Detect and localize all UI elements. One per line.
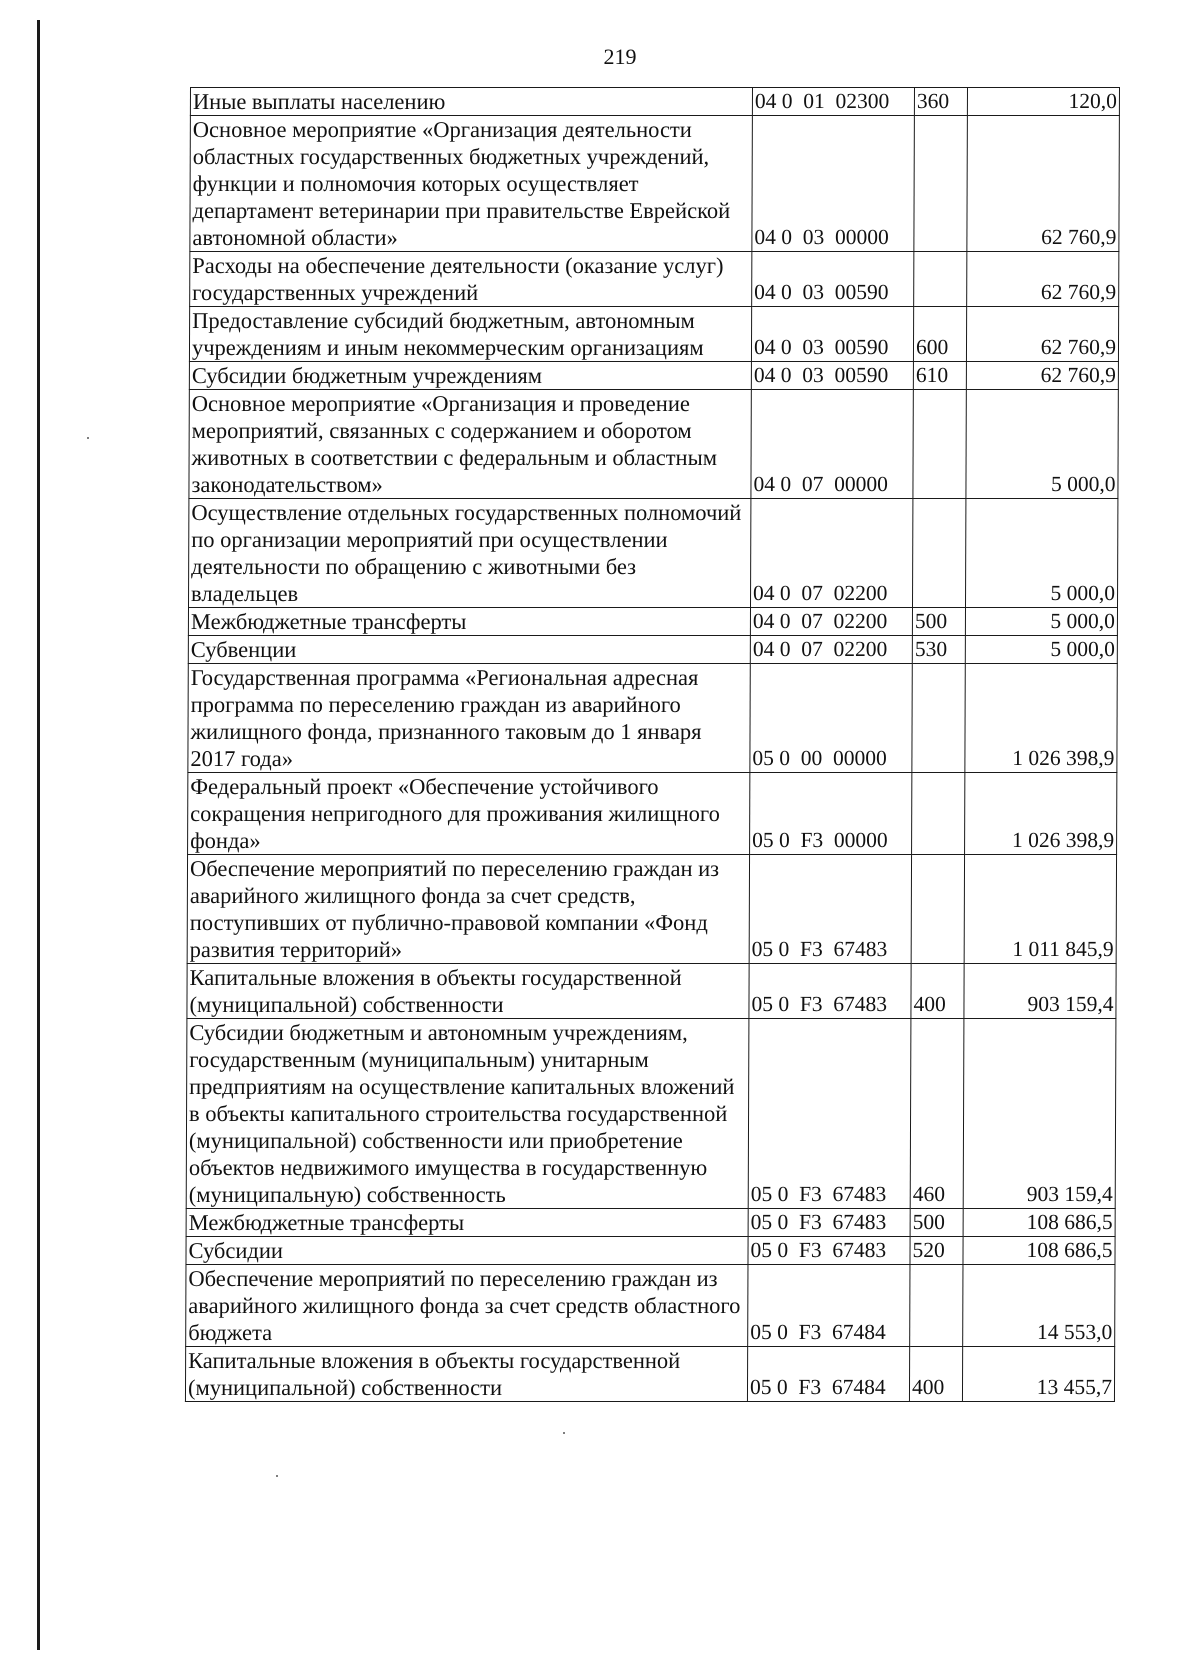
row-expense-type: 460 [910,1019,964,1209]
row-target-code: 05 0 F3 67483 [748,1209,910,1237]
budget-table-container [185,87,1120,1402]
row-name: Межбюджетные трансферты [186,1209,748,1237]
row-target-code: 04 0 03 00590 [751,307,913,362]
row-target-code: 04 0 07 02200 [750,636,912,664]
row-target-code: 05 0 F3 67484 [747,1347,909,1402]
table-row [188,636,1117,664]
scan-speck [87,437,89,439]
row-expense-type: 610 [913,362,966,390]
budget-table [185,87,1120,1402]
row-expense-type [914,116,968,252]
table-row [187,855,1116,964]
row-expense-type: 500 [912,608,965,636]
table-row [190,88,1119,116]
row-target-code: 05 0 F3 67483 [748,1237,910,1265]
table-row [188,773,1117,855]
row-name: Субвенции [188,636,750,664]
row-target-code: 05 0 00 00000 [750,664,912,773]
row-amount: 5 000,0 [966,390,1118,499]
scan-speck [276,1475,278,1477]
row-name: Капитальные вложения в объекты государственной (муниципальной) собственности [187,964,749,1019]
table-row [188,608,1117,636]
table-row [188,664,1117,773]
table-row [187,964,1116,1019]
row-name: Субсидии бюджетным учреждениям [189,362,751,390]
row-amount: 108 686,5 [963,1237,1115,1265]
page-number: 219 [603,44,637,69]
table-row [186,1265,1115,1347]
row-amount: 1 026 398,9 [965,773,1117,855]
row-amount: 14 553,0 [963,1265,1115,1347]
row-name: Иные выплаты населению [190,88,752,116]
table-row [186,1237,1115,1265]
row-target-code: 05 0 F3 67483 [749,855,911,964]
row-expense-type [914,252,967,307]
row-amount: 5 000,0 [966,499,1118,608]
row-amount: 13 455,7 [962,1347,1114,1402]
row-name: Субсидии [186,1237,748,1265]
row-expense-type [913,390,966,499]
row-target-code: 04 0 03 00590 [751,362,913,390]
row-expense-type [912,773,965,855]
row-name: Расходы на обеспечение деятельности (оказание услуг) государственных учреждений [190,252,752,307]
row-amount: 62 760,9 [966,307,1118,362]
row-amount: 62 760,9 [967,116,1120,252]
row-name: Федеральный проект «Обеспечение устойчивого сокращения непригодного для проживания жилищного фонда» [188,773,750,855]
row-expense-type: 520 [910,1237,963,1265]
table-row [186,1209,1115,1237]
row-amount: 903 159,4 [963,1019,1116,1209]
row-target-code: 05 0 F3 67484 [748,1265,910,1347]
row-amount: 1 011 845,9 [964,855,1116,964]
row-target-code: 04 0 07 00000 [751,390,913,499]
row-target-code: 05 0 F3 67483 [748,1019,911,1209]
row-expense-type: 500 [910,1209,963,1237]
row-name: Государственная программа «Региональная адресная программа по переселению граждан из аварийного жилищного фонда, признанного таковым до 1 января 2017 года» [188,664,750,773]
row-expense-type: 530 [912,636,965,664]
row-name: Основное мероприятие «Организация деятельности областных государственных бюджетных учреждений, функции и полномочия которых осуществляет департамент ветеринарии при правительстве Еврейской автономной области» [190,116,753,252]
row-expense-type: 360 [914,88,967,116]
row-expense-type [911,855,964,964]
row-amount: 1 026 398,9 [965,664,1117,773]
table-row [185,1347,1114,1402]
row-target-code: 04 0 07 02200 [751,499,913,608]
row-amount: 62 760,9 [966,362,1118,390]
row-target-code: 04 0 07 02200 [750,608,912,636]
row-target-code: 04 0 03 00000 [752,116,915,252]
row-amount: 62 760,9 [967,252,1119,307]
row-name: Основное мероприятие «Организация и проведение мероприятий, связанных с содержанием и оборотом животных в соответствии с федеральным и областным законодательством» [189,390,751,499]
row-name: Межбюджетные трансферты [188,608,750,636]
row-amount: 5 000,0 [965,636,1117,664]
row-target-code: 04 0 03 00590 [752,252,914,307]
table-row [186,1019,1116,1209]
row-name: Осуществление отдельных государственных полномочий по организации мероприятий при осуществлении деятельности по обращению с животными без владельцев [189,499,751,608]
row-expense-type [913,499,966,608]
row-name: Предоставление субсидий бюджетным, автономным учреждениям и иным некоммерческим организациям [189,307,751,362]
table-row [190,116,1120,252]
budget-table-body [185,88,1119,1402]
row-expense-type [910,1265,963,1347]
row-amount: 903 159,4 [964,964,1116,1019]
row-name: Обеспечение мероприятий по переселению граждан из аварийного жилищного фонда за счет средств, поступивших от публично-правовой компании «Фонд развития территорий» [187,855,749,964]
row-amount: 120,0 [967,88,1119,116]
binding-edge-line [37,20,40,1650]
row-amount: 108 686,5 [963,1209,1115,1237]
row-target-code: 05 0 F3 00000 [750,773,912,855]
row-name: Капитальные вложения в объекты государственной (муниципальной) собственности [185,1347,747,1402]
scan-speck [563,1432,565,1434]
row-expense-type: 400 [909,1347,962,1402]
row-target-code: 05 0 F3 67483 [749,964,911,1019]
row-name: Обеспечение мероприятий по переселению граждан из аварийного жилищного фонда за счет средств областного бюджета [186,1265,748,1347]
row-name: Субсидии бюджетным и автономным учреждениям, государственным (муниципальным) унитарным предприятиям на осуществление капитальных вложений в объекты капитального строительства государственной (муниципальной) собственности или приобретение объектов недвижимого имущества в государственную (муниципальную) собственность [186,1019,749,1209]
table-row [189,362,1118,390]
row-expense-type [912,664,965,773]
table-row [189,499,1118,608]
row-expense-type: 600 [913,307,966,362]
row-target-code: 04 0 01 02300 [752,88,914,116]
row-expense-type: 400 [911,964,964,1019]
table-row [190,252,1119,307]
table-row [189,390,1118,499]
row-amount: 5 000,0 [965,608,1117,636]
table-row [189,307,1118,362]
